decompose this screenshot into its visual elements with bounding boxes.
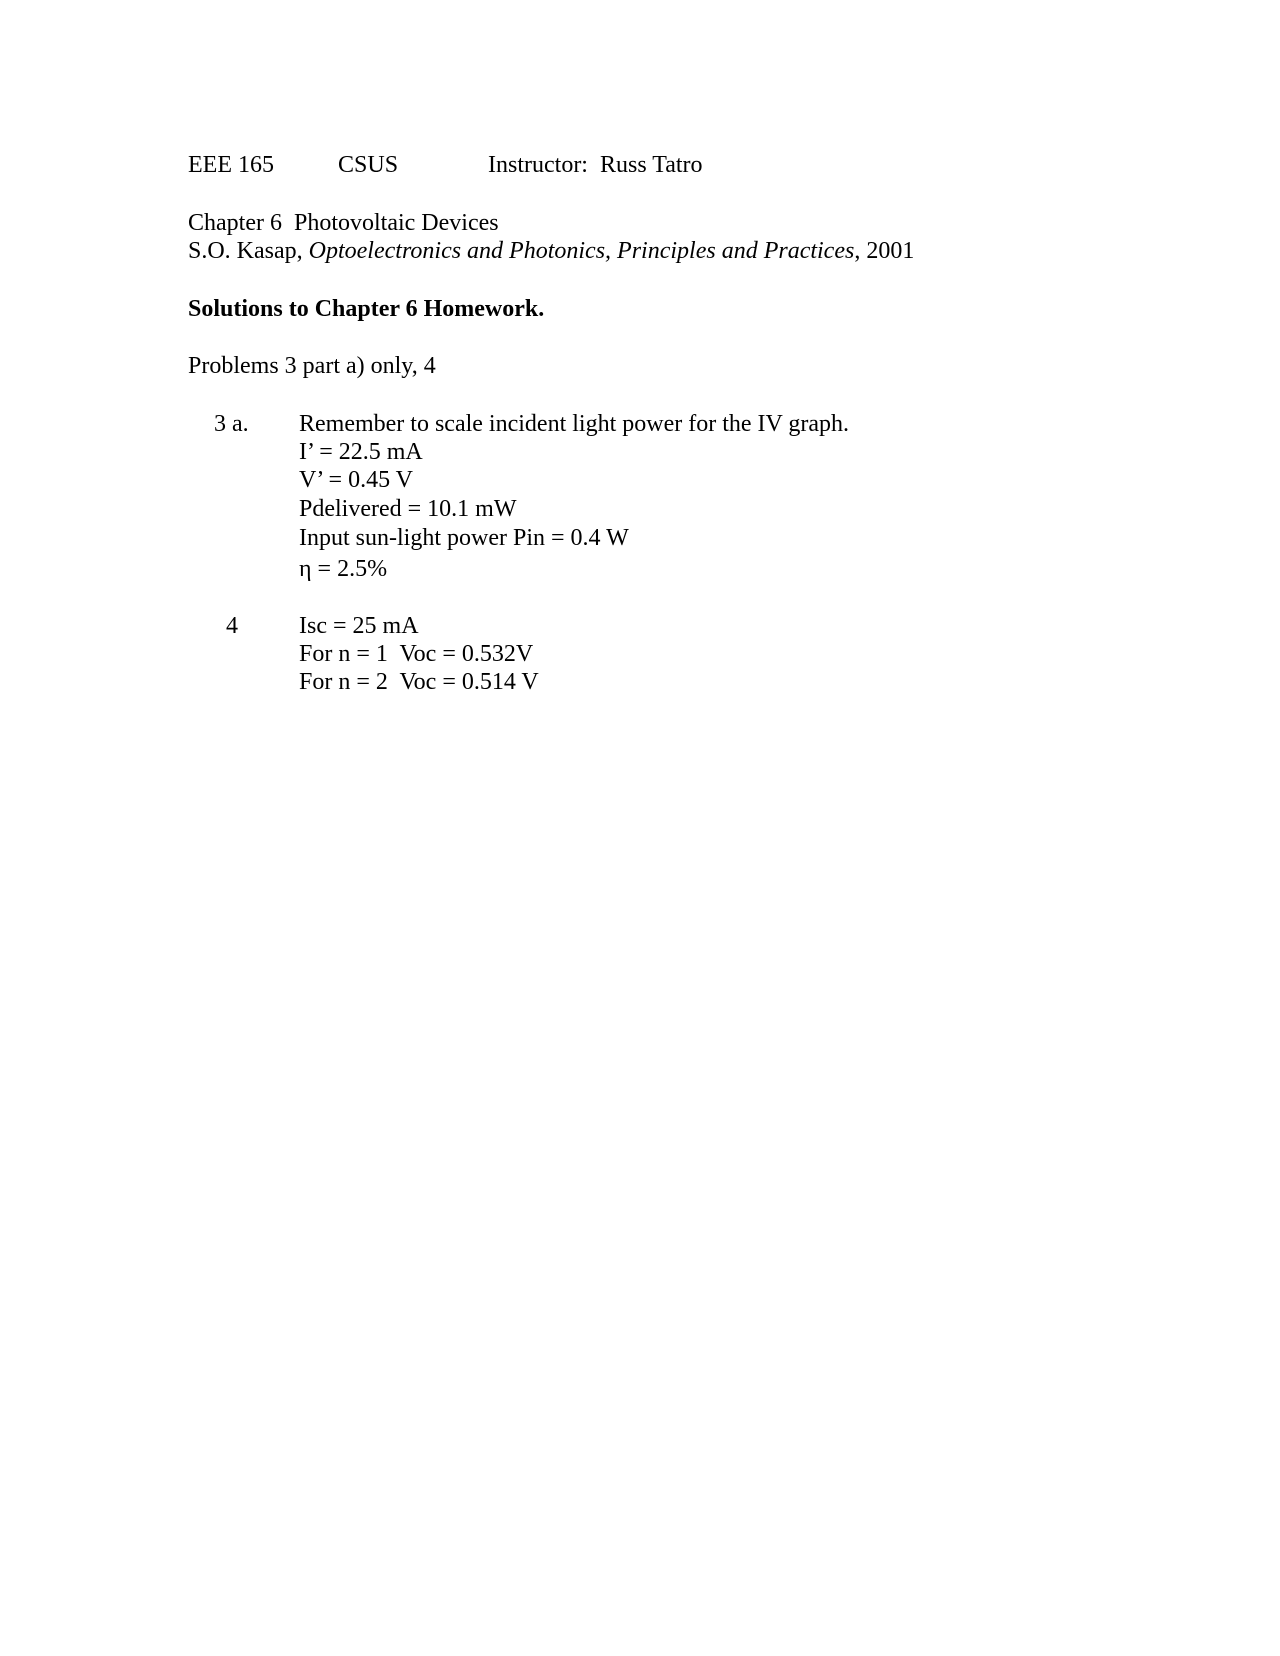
problem-4-line: For n = 2 Voc = 0.514 V	[299, 669, 539, 695]
problem-3a-line: Input sun-light power Pin = 0.4 W	[299, 525, 629, 551]
school-name: CSUS	[338, 152, 399, 178]
problem-3a-line: Pdelivered = 10.1 mW	[299, 496, 517, 522]
book-reference	[188, 237, 914, 265]
problem-3a-line: I’ = 22.5 mA	[299, 439, 423, 465]
book-year: , 2001	[854, 238, 915, 264]
course-code: EEE 165	[188, 152, 274, 178]
problem-4-number: 4	[226, 613, 238, 639]
problem-3a-line: V’ = 0.45 V	[299, 467, 413, 493]
problems-assigned: Problems 3 part a) only, 4	[188, 353, 436, 379]
problem-3a-line: η = 2.5%	[299, 556, 388, 582]
book-author: S.O. Kasap,	[188, 238, 309, 264]
chapter-title: Chapter 6 Photovoltaic Devices	[188, 210, 499, 236]
instructor-name: Instructor: Russ Tatro	[488, 152, 703, 178]
problem-3a-number: 3 a.	[214, 411, 249, 437]
solutions-heading: Solutions to Chapter 6 Homework.	[188, 296, 545, 322]
book-title: Optoelectronics and Photonics, Principles and Practices	[308, 238, 855, 264]
problem-4-line: For n = 1 Voc = 0.532V	[299, 641, 534, 667]
problem-3a-line: Remember to scale incident light power for the IV graph.	[299, 411, 850, 437]
problem-4-line: Isc = 25 mA	[299, 613, 419, 639]
